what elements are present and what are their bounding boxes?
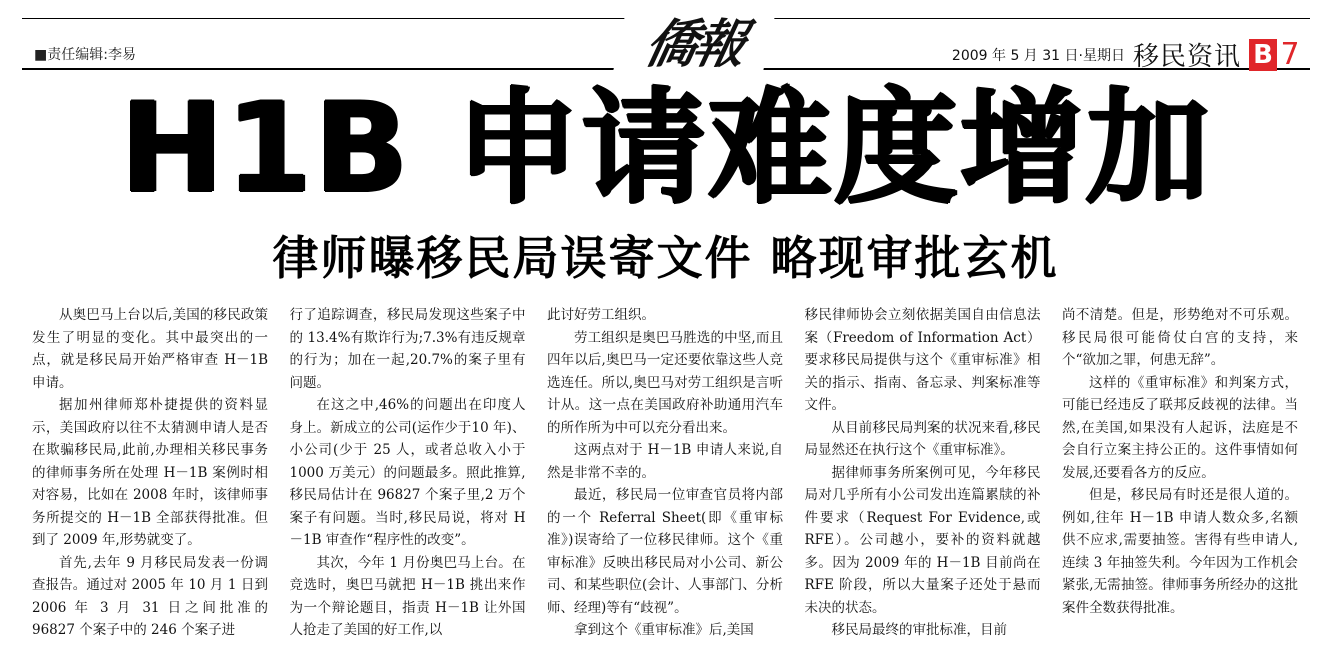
paragraph: 据律师事务所案例可见，今年移民局对几乎所有小公司发出连篇累牍的补件要求（Request For Evidence,或 RFE）。公司越小，要补的资料就越多。因为 2009 年的 H－1B 目前尚在 RFE 阶段，所以大量案子还处于悬而未决的状态。 xyxy=(804,464,1041,616)
paragraph: 这样的《重审标准》和判案方式，可能已经违反了联邦反歧视的法律。当然,在美国,如果没有人起诉，法庭是不会自行立案主持公正的。这件事情如何发展,还要看各方的反应。 xyxy=(1062,374,1298,481)
paragraph: 首先,去年 9 月移民局发表一份调查报告。通过对 2005 年 10 月 1 日到 2006 年 3 月 31 日之间批准的 96827 个案子中的 246 个案子进 xyxy=(32,554,268,638)
subheadline: 律师曝移民局误寄文件 略现审批玄机 xyxy=(272,231,1059,285)
paragraph: 从奥巴马上台以后,美国的移民政策发生了明显的变化。其中最突出的一点，就是移民局开始严格审查 H－1B 申请。 xyxy=(32,307,268,391)
paragraph: 在这之中,46%的问题出在印度人身上。新成立的公司(运作少于10 年)、小公司(少于 25 人，或者总收入小于 1000 万美元）的问题最多。照此推算,移民局估计在 96827 个案子里,2 万个案子有问题。当时,移民局说，将对 H－1B 审查作“程序性的改变”。 xyxy=(289,397,526,548)
paragraph: 从目前移民局判案的状况来看,移民局显然还在执行这个《重审标准》。 xyxy=(804,419,1041,458)
article-column-3 xyxy=(547,304,783,649)
article-column-5 xyxy=(1062,304,1298,649)
section-title: 移民资讯 xyxy=(1132,42,1241,72)
article-column-1 xyxy=(32,304,268,649)
paragraph: 行了追踪调查，移民局发现这些案子中的 13.4%有欺诈行为;7.3%有违反规章的行为；加在一起,20.7%的案子里有问题。 xyxy=(289,307,526,391)
article-column-4 xyxy=(805,304,1041,649)
page-letter: B xyxy=(1249,39,1277,71)
page-badge xyxy=(1249,39,1303,71)
page-header-info xyxy=(952,36,1303,73)
paragraph: 劳工组织是奥巴马胜选的中坚,而且四年以后,奥巴马一定还要依靠这些人竞选连任。所以,奥巴马对劳工组织是言听计从。这一点在美国政府补助通用汽车的所作所为中可以充分看出来。 xyxy=(547,329,783,436)
paragraph: 其次，今年 1 月份奥巴马上台。在竞选时，奥巴马就把 H－1B 挑出来作为一个辩论题目，指责 H－1B 让外国人抢走了美国的好工作,以 xyxy=(289,554,526,638)
article-body xyxy=(32,304,1298,649)
page-number: 7 xyxy=(1280,37,1300,72)
paragraph: 这两点对于 H－1B 申请人来说,自然是非常不幸的。 xyxy=(547,442,783,481)
paragraph: 移民律师协会立刻依据美国自由信息法案（Freedom of Information Act）要求移民局提供与这个《重审标准》相关的指示、指南、备忘录、判案标准等文件。 xyxy=(804,307,1041,413)
newspaper-logo: 僑報 xyxy=(613,4,778,74)
paragraph: 移民局最终的审批标准，目前 xyxy=(831,622,1007,638)
paragraph: 尚不清楚。但是，形势绝对不可乐观。移民局很可能倚仗白宫的支持，来个“欲加之罪，何患无辞”。 xyxy=(1062,307,1298,368)
paragraph: 最近，移民局一位审查官员将内部的一个 Referral Sheet(即《重审标准》)误寄给了一位移民律师。这个《重审标准》反映出移民局对小公司、新公司、和某些职位(会计、人事部门、分析师、经理)等有“歧视”。 xyxy=(547,487,783,616)
issue-date: 2009 年 5 月 31 日·星期日 xyxy=(951,47,1125,64)
paragraph: 据加州律师郑朴捷提供的资料显示，美国政府以往不太猜测申请人是否在欺骗移民局,此前,办理相关移民事务的律师事务所在处理 H－1B 案例时相对容易，比如在 2008 年时，该律师事务所提交的 H－1B 全部获得批准。但到了 2009 年,形势就变了。 xyxy=(32,397,268,548)
editor-credit: ■责任编辑:李易 xyxy=(34,47,136,63)
headline: H1B 申请难度增加 xyxy=(119,77,1212,221)
paragraph: 此讨好劳工组织。 xyxy=(547,307,655,323)
paragraph: 拿到这个《重审标准》后,美国 xyxy=(574,622,754,638)
article-column-2 xyxy=(290,304,526,649)
paragraph: 但是，移民局有时还是很人道的。例如,往年 H－1B 申请人数众多,名额供不应求,需要抽签。害得有些申请人,连续 3 年抽签失利。今年因为工作机会紧张,无需抽签。律师事务所经办的这批案件全数获得批准。 xyxy=(1062,487,1298,616)
